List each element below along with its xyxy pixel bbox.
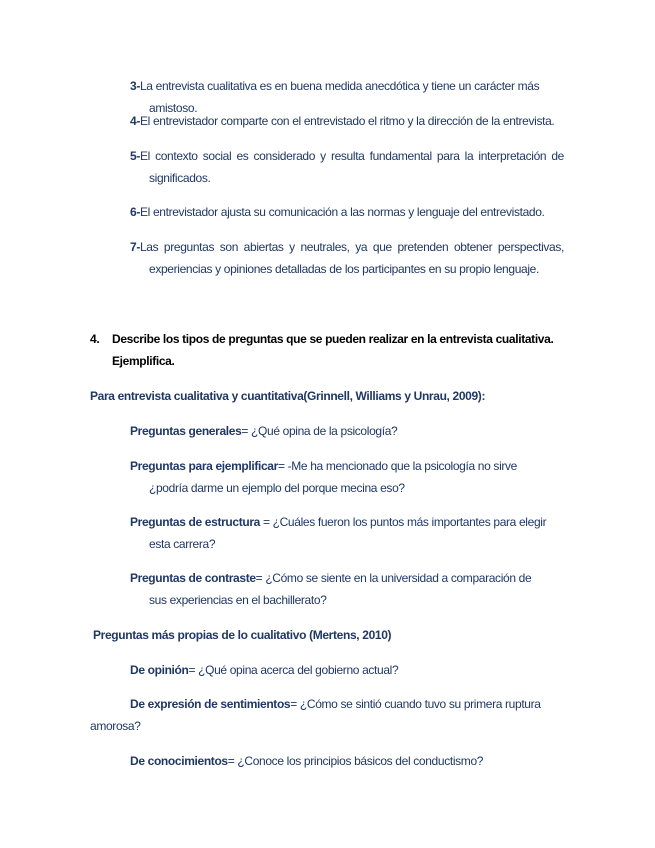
question-type-opinion: De opinión= ¿Qué opina acerca del gobierno actual? xyxy=(130,663,399,677)
question-type-ejemplificar: Preguntas para ejemplificar= -Me ha mencionado que la psicología no sirve ¿podría darme un ejemplo del porque mecina eso? xyxy=(130,459,518,495)
section-title-2: Preguntas más propias de lo cualitativo (Mertens, 2010) xyxy=(93,628,392,642)
question-type-contraste: Preguntas de contraste= ¿Cómo se siente en la universidad a comparación de sus experiencias en el bachillerato? xyxy=(130,571,532,607)
question-heading-cont: Ejemplifica. xyxy=(112,354,175,368)
list-item-3: 3-La entrevista cualitativa es en buena medida anecdótica y tiene un carácter más amistoso. xyxy=(130,79,540,115)
question-type-sentimientos: De expresión de sentimientos= ¿Cómo se sintió cuando tuvo su primera ruptura xyxy=(130,697,541,711)
question-type-conocimientos: De conocimientos= ¿Conoce los principios básicos del conductismo? xyxy=(130,754,484,768)
list-item-7: 7-Las preguntas son abiertas y neutrales, ya que pretenden obtener perspectivas, experiencias y opiniones detalladas de los participantes en su propio lenguaje. xyxy=(130,240,564,276)
question-type-general: Preguntas generales= ¿Qué opina de la psicología? xyxy=(130,424,398,438)
question-type-sentimientos-cont: amorosa? xyxy=(90,719,141,733)
question-heading: 4. Describe los tipos de preguntas que se pueden realizar en la entrevista cualitativa. xyxy=(90,332,554,346)
section-title-1: Para entrevista cualitativa y cuantitativa(Grinnell, Williams y Unrau, 2009): xyxy=(90,389,486,403)
question-type-estructura: Preguntas de estructura = ¿Cuáles fueron los puntos más importantes para elegir esta carrera? xyxy=(130,515,547,551)
list-item-4: 4-El entrevistador comparte con el entrevistado el ritmo y la dirección de la entrevista. xyxy=(130,114,555,128)
list-item-6: 6-El entrevistador ajusta su comunicación a las normas y lenguaje del entrevistado. xyxy=(130,205,545,219)
list-item-5: 5-El contexto social es considerado y resulta fundamental para la interpretación de significados. xyxy=(130,149,564,185)
